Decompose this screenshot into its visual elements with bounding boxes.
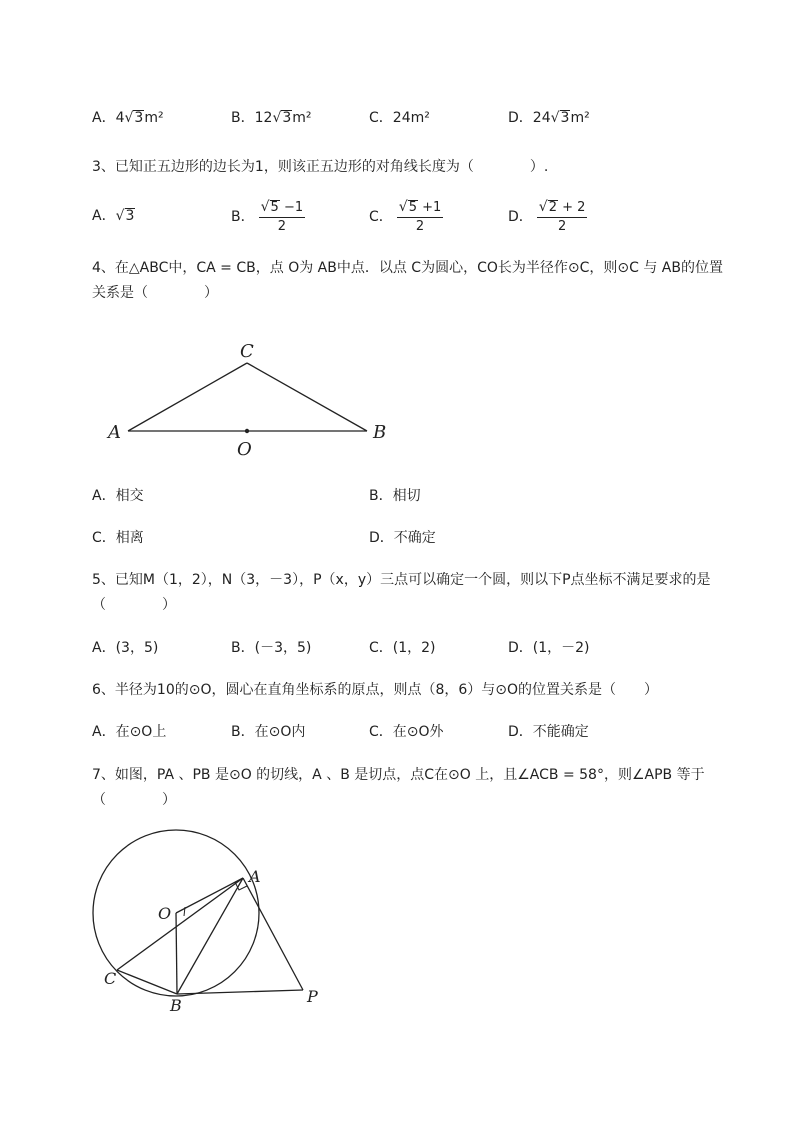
q5-stem-line2: （ ）	[92, 597, 176, 613]
q4-side-ac	[128, 363, 247, 431]
q4-option-a: A．相交	[92, 488, 144, 504]
q4-triangle-figure	[100, 335, 400, 465]
q7-label-b: B	[170, 996, 182, 1015]
q3-option-c: C． $\frac{√5 +1}{2}$	[369, 199, 442, 234]
q4-option-c: C．相离	[92, 530, 144, 546]
q6-option-d: D．不能确定	[508, 724, 589, 740]
q6-option-c: C．在⊙O外	[369, 724, 444, 740]
q7-label-c: C	[104, 969, 117, 988]
q5-option-c: C．(1，2)	[369, 640, 436, 656]
q6-option-a: A．在⊙O上	[92, 724, 167, 740]
q7-line-pa	[243, 878, 303, 990]
q5-option-b: B．(－3，5)	[231, 640, 312, 656]
q4-option-b: B．相切	[369, 488, 421, 504]
q2-option-c: C．24m²	[369, 110, 430, 126]
q7-line-ob	[176, 913, 177, 994]
q2-option-b: B．12√3m²	[231, 110, 312, 126]
q4-label-o: O	[237, 439, 252, 460]
q5-option-a: A．(3，5)	[92, 640, 159, 656]
q2-option-a: A．4√3m²	[92, 110, 164, 126]
q4-label-a: A	[108, 422, 121, 443]
q4-side-bc	[247, 363, 367, 431]
q4-option-d: D．不确定	[369, 530, 436, 546]
q2-option-d: D．24√3m²	[508, 110, 590, 126]
q7-line-pb	[177, 990, 303, 994]
q7-stem-line1: 7、如图，PA 、PB 是⊙O 的切线，A 、B 是切点，点C在⊙O 上，且∠ACB = 58°，则∠APB 等于	[92, 767, 705, 783]
q4-label-c: C	[240, 341, 254, 362]
q7-label-a: A	[249, 867, 261, 886]
q7-circle-figure	[85, 820, 335, 1020]
q3-option-b: B． $\frac{√5 -1}{2}$	[231, 199, 304, 234]
q5-stem-line1: 5、已知M（1，2），N（3，－3），P（x，y）三点可以确定一个圆，则以下P点坐标不满足要求的是	[92, 572, 711, 588]
q3-option-d: D． $\frac{√2 + 2}{2}$	[508, 199, 586, 234]
q7-line-ca	[117, 878, 243, 970]
q4-stem-line2: 关系是（ ）	[92, 285, 218, 301]
q6-stem: 6、半径为10的⊙O，圆心在直角坐标系的原点，则点（8，6）与⊙O的位置关系是（ ）	[92, 682, 659, 698]
q6-option-b: B．在⊙O内	[231, 724, 306, 740]
q7-label-p: P	[307, 987, 318, 1006]
q3-option-a: A．√3	[92, 208, 135, 224]
q4-label-b: B	[373, 422, 387, 443]
q3-stem: 3、已知正五边形的边长为1，则该正五边形的对角线长度为（ ）.	[92, 159, 549, 175]
q7-label-o: O	[158, 904, 172, 923]
q4-point-o	[245, 429, 249, 433]
q5-option-d: D．(1，－2)	[508, 640, 590, 656]
q4-stem-line1: 4、在△ABC中，CA = CB，点 O为 AB中点．以点 C为圆心，CO长为半径作⊙C，则⊙C 与 AB的位置	[92, 260, 723, 276]
q7-stem-line2: （ ）	[92, 792, 176, 808]
